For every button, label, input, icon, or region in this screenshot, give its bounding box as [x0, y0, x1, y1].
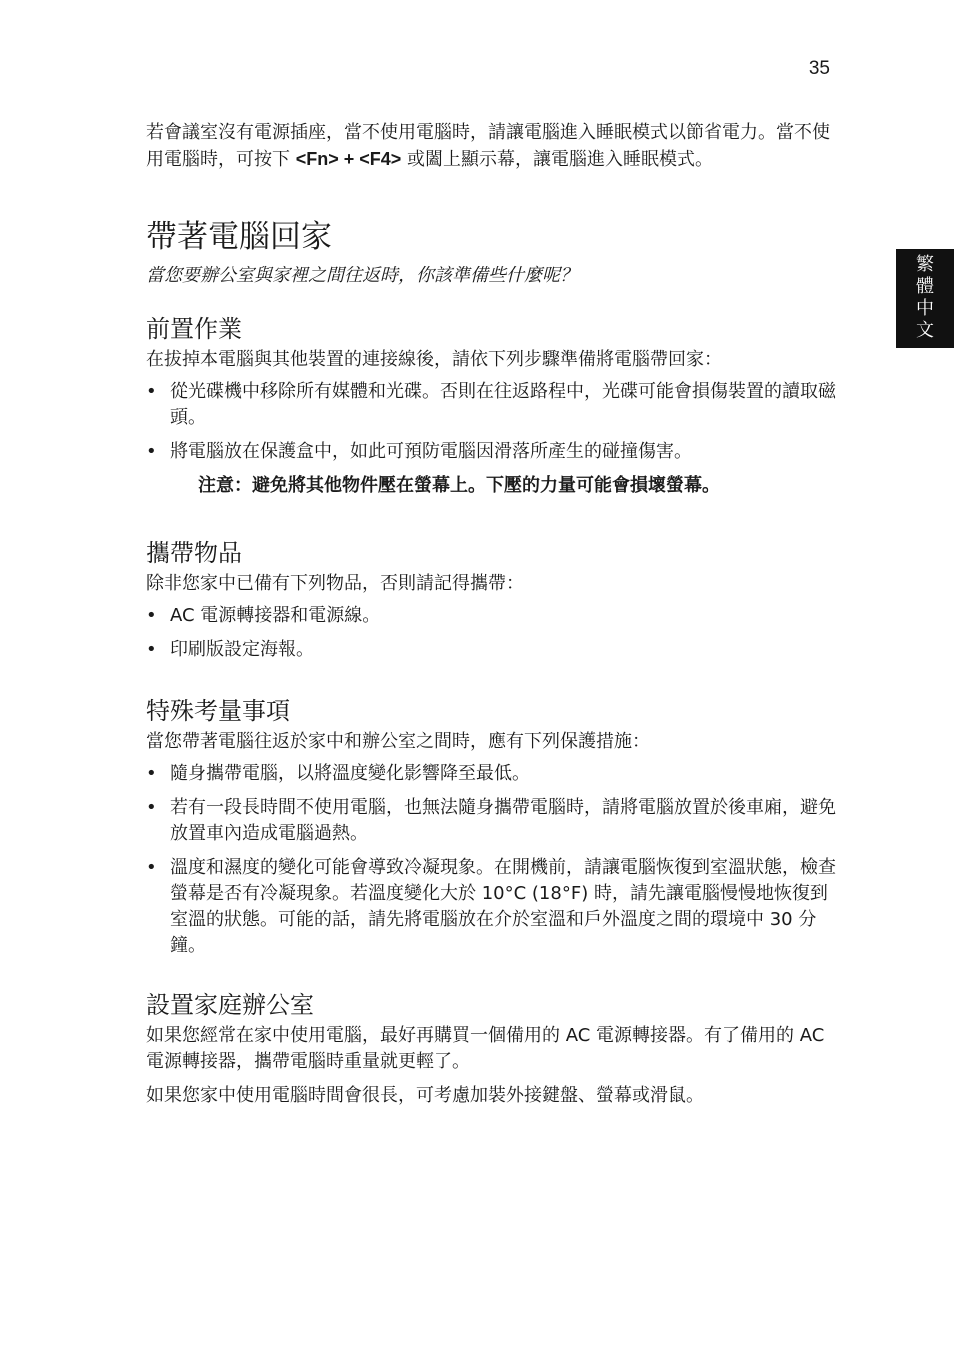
section-intro: 在拔掉本電腦與其他裝置的連接線後，請依下列步驟準備將電腦帶回家：: [146, 349, 722, 370]
main-title: 帶著電腦回家: [146, 219, 332, 255]
section-heading: 前置作業: [146, 315, 242, 343]
language-tab-char: 文: [916, 320, 934, 341]
section-home-office: [146, 989, 836, 1109]
section-paragraph: 如果您家中使用電腦時間會很長，可考慮加裝外接鍵盤、螢幕或滑鼠。: [146, 1085, 704, 1106]
section-special-considerations: [146, 695, 836, 959]
section-heading: 設置家庭辦公室: [146, 991, 314, 1019]
list-item: [146, 761, 836, 787]
bullet-icon: •: [146, 639, 157, 660]
list-item: [146, 637, 836, 663]
intro-text-end: 或闔上顯示幕，讓電腦進入睡眠模式。: [401, 149, 714, 170]
list-item-text: 印刷版設定海報。: [170, 639, 314, 660]
section-heading: 攜帶物品: [146, 539, 242, 567]
language-tab-char: 繁: [916, 254, 934, 275]
intro-text: 若會議室沒有電源插座，當不使用電腦時，請讓電腦進入睡眠模式以節省電力。當不使用電腦時，可按下: [146, 122, 830, 170]
bullet-list: [146, 761, 836, 959]
section-intro: 當您帶著電腦往返於家中和辦公室之間時，應有下列保護措施：: [146, 731, 650, 752]
list-item-text: 隨身攜帶電腦，以將溫度變化影響降至最低。: [170, 763, 530, 784]
page-number: 35: [808, 58, 830, 79]
list-item-text: 若有一段長時間不使用電腦，也無法隨身攜帶電腦時，請將電腦放置於後車廂，避免放置車內造成電腦過熱。: [170, 797, 836, 844]
list-item: [146, 439, 836, 465]
bullet-icon: •: [146, 441, 157, 462]
bullet-icon: •: [146, 605, 157, 626]
list-item: [146, 603, 836, 629]
section-preparation: [146, 313, 836, 499]
list-item-text: 將電腦放在保護盒中，如此可預防電腦因滑落所產生的碰撞傷害。: [170, 441, 692, 462]
page-content: [146, 120, 836, 1143]
fn-key-label: <Fn>: [295, 149, 339, 169]
list-item: [146, 379, 836, 431]
list-item: [146, 795, 836, 847]
bullet-icon: •: [146, 857, 157, 878]
section-items-to-bring: [146, 537, 836, 663]
plus-sign: +: [338, 149, 360, 169]
list-item: [146, 855, 836, 959]
list-item-text: 從光碟機中移除所有媒體和光碟。否則在往返路程中，光碟可能會損傷裝置的讀取磁頭。: [170, 381, 836, 428]
bullet-icon: •: [146, 381, 157, 402]
section-intro: 除非您家中已備有下列物品，否則請記得攜帶：: [146, 573, 524, 594]
bullet-icon: •: [146, 763, 157, 784]
main-subtitle: 當您要辦公室與家裡之間往返時，你該準備些什麼呢？: [146, 265, 578, 286]
section-heading: 特殊考量事項: [146, 697, 290, 725]
warning-note: 注意：避免將其他物件壓在螢幕上。下壓的力量可能會損壞螢幕。: [198, 475, 720, 496]
section-paragraph: 如果您經常在家中使用電腦，最好再購買一個備用的 AC 電源轉接器。有了備用的 AC 電源轉接器，攜帶電腦時重量就更輕了。: [146, 1025, 825, 1072]
bullet-list: [146, 603, 836, 663]
language-tab: [896, 249, 954, 348]
bullet-icon: •: [146, 797, 157, 818]
f4-key-label: <F4>: [359, 149, 402, 169]
bullet-list: [146, 379, 836, 465]
language-tab-char: 中: [916, 298, 934, 319]
list-item-text: 溫度和濕度的變化可能會導致冷凝現象。在開機前，請讓電腦恢復到室溫狀態，檢查螢幕是否有冷凝現象。若溫度變化大於 10°C (18°F) 時，請先讓電腦慢慢地恢復到室溫的狀態。可能的話，請先將電腦放在介於室溫和戶外溫度之間的環境中 30 分鐘。: [170, 857, 836, 956]
language-tab-char: 體: [916, 276, 934, 297]
list-item-text: AC 電源轉接器和電源線。: [170, 605, 381, 626]
intro-paragraph: [146, 120, 836, 173]
